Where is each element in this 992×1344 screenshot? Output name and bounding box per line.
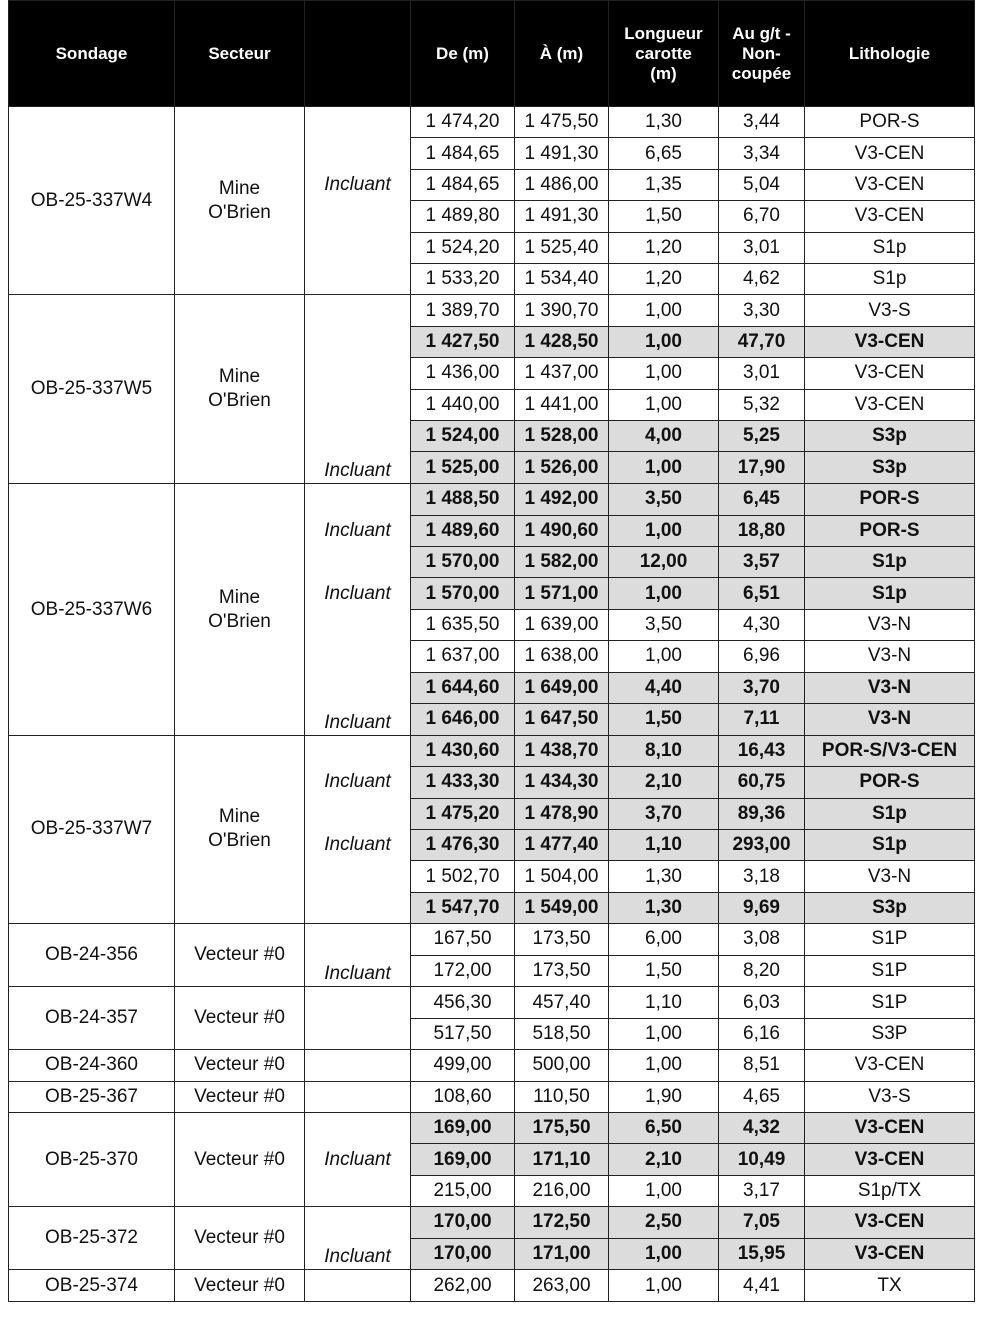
- de-cell: 170,00: [411, 1207, 515, 1238]
- longueur-cell: 1,00: [609, 452, 719, 484]
- lithologie-cell: V3-CEN: [805, 389, 975, 420]
- lithologie-cell: V3-N: [805, 703, 975, 735]
- a-cell: 1 477,40: [515, 829, 609, 860]
- secteur-cell: [175, 1081, 305, 1112]
- au-cell: 4,65: [719, 1081, 805, 1112]
- de-cell: 1 475,20: [411, 798, 515, 829]
- de-cell: 172,00: [411, 955, 515, 987]
- longueur-cell: 3,50: [609, 484, 719, 515]
- a-cell: 1 491,30: [515, 138, 609, 169]
- incluant-cell: [305, 672, 411, 703]
- lithologie-cell: V3-S: [805, 1081, 975, 1112]
- de-cell: 1 489,60: [411, 515, 515, 546]
- a-cell: 175,50: [515, 1113, 609, 1144]
- secteur-line1: Vecteur #0: [194, 1007, 285, 1029]
- incluant-cell: Incluant: [305, 1144, 411, 1175]
- au-cell: 9,69: [719, 892, 805, 923]
- lithologie-cell: V3-CEN: [805, 358, 975, 389]
- lithologie-cell: V3-N: [805, 861, 975, 892]
- a-cell: 1 478,90: [515, 798, 609, 829]
- a-cell: 1 475,50: [515, 107, 609, 138]
- incluant-cell: [305, 326, 411, 357]
- sondage-cell: OB-25-337W5: [9, 295, 175, 484]
- sondage-cell: OB-25-337W7: [9, 735, 175, 923]
- longueur-cell: 1,90: [609, 1081, 719, 1112]
- au-cell: 3,57: [719, 546, 805, 577]
- incluant-cell: [305, 1175, 411, 1206]
- incluant-cell: Incluant: [305, 1238, 411, 1270]
- header-lithologie: Lithologie: [805, 1, 975, 107]
- secteur-line1: Mine: [218, 177, 261, 199]
- a-cell: 1 390,70: [515, 295, 609, 326]
- au-cell: 47,70: [719, 326, 805, 357]
- longueur-cell: 1,00: [609, 389, 719, 420]
- de-cell: 1 484,65: [411, 169, 515, 200]
- lithologie-cell: POR-S: [805, 484, 975, 515]
- incluant-cell: [305, 263, 411, 294]
- incluant-cell: Incluant: [305, 578, 411, 609]
- a-cell: 171,10: [515, 1144, 609, 1175]
- lithologie-cell: V3-N: [805, 641, 975, 672]
- au-cell: 6,16: [719, 1018, 805, 1049]
- incluant-cell: [305, 420, 411, 451]
- a-cell: 1 534,40: [515, 263, 609, 294]
- de-cell: 1 502,70: [411, 861, 515, 892]
- au-cell: 17,90: [719, 452, 805, 484]
- de-cell: 1 524,00: [411, 420, 515, 451]
- a-cell: 1 638,00: [515, 641, 609, 672]
- de-cell: 1 436,00: [411, 358, 515, 389]
- a-cell: 1 582,00: [515, 546, 609, 577]
- de-cell: 1 389,70: [411, 295, 515, 326]
- lithologie-cell: S1P: [805, 987, 975, 1018]
- de-cell: 1 433,30: [411, 767, 515, 798]
- header-longueur-line2: carotte: [635, 43, 692, 63]
- de-cell: 170,00: [411, 1238, 515, 1270]
- secteur-line1: Vecteur #0: [194, 1274, 285, 1296]
- longueur-cell: 2,10: [609, 1144, 719, 1175]
- a-cell: 1 571,00: [515, 578, 609, 609]
- au-cell: 3,30: [719, 295, 805, 326]
- lithologie-cell: S3P: [805, 1018, 975, 1049]
- incluant-cell: [305, 389, 411, 420]
- table-row: [9, 107, 975, 138]
- table-row: [9, 1270, 975, 1301]
- a-cell: 1 525,40: [515, 232, 609, 263]
- longueur-cell: 1,50: [609, 703, 719, 735]
- de-cell: 1 570,00: [411, 546, 515, 577]
- a-cell: 172,50: [515, 1207, 609, 1238]
- au-cell: 10,49: [719, 1144, 805, 1175]
- au-cell: 5,32: [719, 389, 805, 420]
- incluant-cell: [305, 107, 411, 138]
- longueur-cell: 1,20: [609, 232, 719, 263]
- header-sondage: Sondage: [9, 1, 175, 107]
- incluant-cell: [305, 987, 411, 1018]
- de-cell: 1 440,00: [411, 389, 515, 420]
- lithologie-cell: POR-S: [805, 107, 975, 138]
- drill-results-table: [8, 0, 975, 1302]
- table-header: [9, 1, 975, 107]
- incluant-cell: [305, 641, 411, 672]
- header-blank: [305, 1, 411, 107]
- lithologie-cell: S1p: [805, 232, 975, 263]
- header-longueur-line3: (m): [650, 63, 677, 83]
- secteur-cell: [175, 107, 305, 295]
- de-cell: 517,50: [411, 1018, 515, 1049]
- a-cell: 1 490,60: [515, 515, 609, 546]
- longueur-cell: 1,00: [609, 1175, 719, 1206]
- au-cell: 7,11: [719, 703, 805, 735]
- de-cell: 1 644,60: [411, 672, 515, 703]
- incluant-cell: [305, 138, 411, 169]
- de-cell: 1 488,50: [411, 484, 515, 515]
- au-cell: 6,70: [719, 201, 805, 232]
- au-cell: 4,30: [719, 609, 805, 640]
- sondage-cell: OB-24-357: [9, 987, 175, 1050]
- lithologie-cell: V3-CEN: [805, 1113, 975, 1144]
- secteur-cell: [175, 1113, 305, 1207]
- header-au: [719, 1, 805, 107]
- de-cell: 262,00: [411, 1270, 515, 1301]
- secteur-line1: Vecteur #0: [194, 1054, 285, 1076]
- de-cell: 169,00: [411, 1113, 515, 1144]
- incluant-cell: [305, 924, 411, 955]
- longueur-cell: 1,00: [609, 295, 719, 326]
- longueur-cell: 1,30: [609, 861, 719, 892]
- header-longueur: [609, 1, 719, 107]
- secteur-cell: [175, 1050, 305, 1081]
- table-body: [9, 107, 975, 1302]
- de-cell: 1 427,50: [411, 326, 515, 357]
- lithologie-cell: V3-CEN: [805, 1238, 975, 1270]
- a-cell: 1 491,30: [515, 201, 609, 232]
- au-cell: 3,44: [719, 107, 805, 138]
- sondage-cell: OB-25-370: [9, 1113, 175, 1207]
- de-cell: 167,50: [411, 924, 515, 955]
- de-cell: 499,00: [411, 1050, 515, 1081]
- header-secteur: Secteur: [175, 1, 305, 107]
- au-cell: 6,51: [719, 578, 805, 609]
- longueur-cell: 1,50: [609, 955, 719, 987]
- incluant-cell: Incluant: [305, 515, 411, 546]
- incluant-cell: [305, 735, 411, 766]
- longueur-cell: 2,10: [609, 767, 719, 798]
- a-cell: 1 549,00: [515, 892, 609, 923]
- header-au-line3: coupée: [731, 63, 792, 83]
- au-cell: 5,25: [719, 420, 805, 451]
- de-cell: 1 524,20: [411, 232, 515, 263]
- secteur-line2: O'Brien: [208, 830, 271, 852]
- incluant-cell: Incluant: [305, 767, 411, 798]
- lithologie-cell: S3p: [805, 892, 975, 923]
- lithologie-cell: S1p/TX: [805, 1175, 975, 1206]
- sondage-cell: OB-24-356: [9, 924, 175, 987]
- au-cell: 3,70: [719, 672, 805, 703]
- au-cell: 4,62: [719, 263, 805, 294]
- au-cell: 18,80: [719, 515, 805, 546]
- sondage-cell: OB-25-337W6: [9, 484, 175, 736]
- a-cell: 263,00: [515, 1270, 609, 1301]
- longueur-cell: 1,20: [609, 263, 719, 294]
- a-cell: 1 504,00: [515, 861, 609, 892]
- longueur-cell: 6,65: [609, 138, 719, 169]
- incluant-cell: Incluant: [305, 703, 411, 735]
- au-cell: 6,45: [719, 484, 805, 515]
- au-cell: 3,18: [719, 861, 805, 892]
- longueur-cell: 12,00: [609, 546, 719, 577]
- de-cell: 1 646,00: [411, 703, 515, 735]
- secteur-cell: [175, 295, 305, 484]
- a-cell: 1 438,70: [515, 735, 609, 766]
- secteur-line2: O'Brien: [208, 610, 271, 632]
- lithologie-cell: TX: [805, 1270, 975, 1301]
- longueur-cell: 1,00: [609, 1050, 719, 1081]
- a-cell: 171,00: [515, 1238, 609, 1270]
- incluant-cell: [305, 484, 411, 515]
- longueur-cell: 1,00: [609, 578, 719, 609]
- header-longueur-line1: Longueur: [624, 23, 703, 43]
- a-cell: 1 434,30: [515, 767, 609, 798]
- longueur-cell: 1,00: [609, 326, 719, 357]
- sondage-cell: OB-25-337W4: [9, 107, 175, 295]
- longueur-cell: 1,30: [609, 892, 719, 923]
- de-cell: 456,30: [411, 987, 515, 1018]
- a-cell: 1 437,00: [515, 358, 609, 389]
- table-row: [9, 1207, 975, 1238]
- au-cell: 3,08: [719, 924, 805, 955]
- a-cell: 1 639,00: [515, 609, 609, 640]
- secteur-line1: Mine: [218, 366, 261, 388]
- au-cell: 3,01: [719, 358, 805, 389]
- incluant-cell: [305, 358, 411, 389]
- longueur-cell: 1,00: [609, 1238, 719, 1270]
- de-cell: 169,00: [411, 1144, 515, 1175]
- incluant-cell: [305, 609, 411, 640]
- lithologie-cell: V3-CEN: [805, 138, 975, 169]
- longueur-cell: 2,50: [609, 1207, 719, 1238]
- table-row: [9, 735, 975, 766]
- longueur-cell: 6,00: [609, 924, 719, 955]
- au-cell: 3,01: [719, 232, 805, 263]
- au-cell: 15,95: [719, 1238, 805, 1270]
- longueur-cell: 1,35: [609, 169, 719, 200]
- lithologie-cell: V3-CEN: [805, 1050, 975, 1081]
- header-au-line1: Au g/t -: [732, 23, 791, 43]
- au-cell: 5,04: [719, 169, 805, 200]
- lithologie-cell: S3p: [805, 452, 975, 484]
- table-row: [9, 924, 975, 955]
- de-cell: 1 635,50: [411, 609, 515, 640]
- secteur-line1: Vecteur #0: [194, 1148, 285, 1170]
- longueur-cell: 6,50: [609, 1113, 719, 1144]
- lithologie-cell: V3-N: [805, 672, 975, 703]
- lithologie-cell: V3-CEN: [805, 201, 975, 232]
- a-cell: 1 647,50: [515, 703, 609, 735]
- lithologie-cell: S1p: [805, 578, 975, 609]
- au-cell: 7,05: [719, 1207, 805, 1238]
- sondage-cell: OB-25-374: [9, 1270, 175, 1301]
- incluant-cell: [305, 892, 411, 923]
- lithologie-cell: V3-CEN: [805, 326, 975, 357]
- au-cell: 3,34: [719, 138, 805, 169]
- longueur-cell: 1,50: [609, 201, 719, 232]
- a-cell: 1 428,50: [515, 326, 609, 357]
- incluant-cell: [305, 232, 411, 263]
- secteur-cell: [175, 1270, 305, 1301]
- longueur-cell: 1,10: [609, 829, 719, 860]
- longueur-cell: 1,30: [609, 107, 719, 138]
- lithologie-cell: S1p: [805, 263, 975, 294]
- secteur-line1: Vecteur #0: [194, 944, 285, 966]
- longueur-cell: 1,00: [609, 515, 719, 546]
- a-cell: 500,00: [515, 1050, 609, 1081]
- incluant-cell: [305, 1081, 411, 1112]
- de-cell: 1 489,80: [411, 201, 515, 232]
- incluant-cell: [305, 1050, 411, 1081]
- a-cell: 1 492,00: [515, 484, 609, 515]
- a-cell: 518,50: [515, 1018, 609, 1049]
- de-cell: 1 525,00: [411, 452, 515, 484]
- longueur-cell: 8,10: [609, 735, 719, 766]
- table-row: [9, 1081, 975, 1112]
- incluant-cell: [305, 1018, 411, 1049]
- au-cell: 89,36: [719, 798, 805, 829]
- a-cell: 110,50: [515, 1081, 609, 1112]
- au-cell: 6,03: [719, 987, 805, 1018]
- de-cell: 1 547,70: [411, 892, 515, 923]
- secteur-cell: [175, 1207, 305, 1270]
- longueur-cell: 4,40: [609, 672, 719, 703]
- secteur-cell: [175, 735, 305, 923]
- lithologie-cell: S1p: [805, 546, 975, 577]
- secteur-line1: Mine: [218, 586, 261, 608]
- header-a: À (m): [515, 1, 609, 107]
- table-row: [9, 1050, 975, 1081]
- de-cell: 1 637,00: [411, 641, 515, 672]
- secteur-cell: [175, 924, 305, 987]
- lithologie-cell: V3-N: [805, 609, 975, 640]
- au-cell: 6,96: [719, 641, 805, 672]
- incluant-cell: [305, 201, 411, 232]
- secteur-line2: O'Brien: [208, 201, 271, 223]
- longueur-cell: 1,00: [609, 1018, 719, 1049]
- a-cell: 457,40: [515, 987, 609, 1018]
- secteur-line2: O'Brien: [208, 390, 271, 412]
- header-au-line2: Non-: [742, 43, 781, 63]
- incluant-cell: [305, 546, 411, 577]
- au-cell: 8,20: [719, 955, 805, 987]
- au-cell: 8,51: [719, 1050, 805, 1081]
- lithologie-cell: V3-S: [805, 295, 975, 326]
- longueur-cell: 3,70: [609, 798, 719, 829]
- de-cell: 215,00: [411, 1175, 515, 1206]
- incluant-cell: [305, 861, 411, 892]
- au-cell: 4,32: [719, 1113, 805, 1144]
- longueur-cell: 1,00: [609, 358, 719, 389]
- table-row: [9, 484, 975, 515]
- sondage-cell: OB-25-367: [9, 1081, 175, 1112]
- header-de: De (m): [411, 1, 515, 107]
- longueur-cell: 3,50: [609, 609, 719, 640]
- a-cell: 173,50: [515, 955, 609, 987]
- longueur-cell: 1,00: [609, 1270, 719, 1301]
- a-cell: 1 486,00: [515, 169, 609, 200]
- lithologie-cell: POR-S/V3-CEN: [805, 735, 975, 766]
- au-cell: 60,75: [719, 767, 805, 798]
- incluant-cell: [305, 295, 411, 326]
- incluant-cell: Incluant: [305, 169, 411, 200]
- incluant-cell: Incluant: [305, 829, 411, 860]
- a-cell: 216,00: [515, 1175, 609, 1206]
- table-row: [9, 295, 975, 326]
- incluant-cell: [305, 1207, 411, 1238]
- de-cell: 1 570,00: [411, 578, 515, 609]
- au-cell: 293,00: [719, 829, 805, 860]
- incluant-cell: [305, 1113, 411, 1144]
- de-cell: 1 474,20: [411, 107, 515, 138]
- lithologie-cell: S1p: [805, 829, 975, 860]
- incluant-cell: Incluant: [305, 955, 411, 987]
- table-row: [9, 987, 975, 1018]
- incluant-cell: [305, 798, 411, 829]
- lithologie-cell: S1P: [805, 924, 975, 955]
- incluant-cell: Incluant: [305, 452, 411, 484]
- au-cell: 16,43: [719, 735, 805, 766]
- longueur-cell: 1,00: [609, 641, 719, 672]
- lithologie-cell: S3p: [805, 420, 975, 451]
- table-row: [9, 1113, 975, 1144]
- secteur-cell: [175, 484, 305, 736]
- a-cell: 173,50: [515, 924, 609, 955]
- a-cell: 1 649,00: [515, 672, 609, 703]
- de-cell: 1 430,60: [411, 735, 515, 766]
- au-cell: 4,41: [719, 1270, 805, 1301]
- longueur-cell: 1,10: [609, 987, 719, 1018]
- de-cell: 1 484,65: [411, 138, 515, 169]
- lithologie-cell: S1p: [805, 798, 975, 829]
- lithologie-cell: V3-CEN: [805, 1144, 975, 1175]
- secteur-cell: [175, 987, 305, 1050]
- sondage-cell: OB-25-372: [9, 1207, 175, 1270]
- lithologie-cell: POR-S: [805, 515, 975, 546]
- de-cell: 1 533,20: [411, 263, 515, 294]
- sondage-cell: OB-24-360: [9, 1050, 175, 1081]
- au-cell: 3,17: [719, 1175, 805, 1206]
- a-cell: 1 526,00: [515, 452, 609, 484]
- a-cell: 1 528,00: [515, 420, 609, 451]
- lithologie-cell: V3-CEN: [805, 1207, 975, 1238]
- secteur-line1: Vecteur #0: [194, 1227, 285, 1249]
- longueur-cell: 4,00: [609, 420, 719, 451]
- secteur-line1: Vecteur #0: [194, 1085, 285, 1107]
- lithologie-cell: S1P: [805, 955, 975, 987]
- lithologie-cell: POR-S: [805, 767, 975, 798]
- secteur-line1: Mine: [218, 806, 261, 828]
- de-cell: 1 476,30: [411, 829, 515, 860]
- a-cell: 1 441,00: [515, 389, 609, 420]
- lithologie-cell: V3-CEN: [805, 169, 975, 200]
- de-cell: 108,60: [411, 1081, 515, 1112]
- incluant-cell: [305, 1270, 411, 1301]
